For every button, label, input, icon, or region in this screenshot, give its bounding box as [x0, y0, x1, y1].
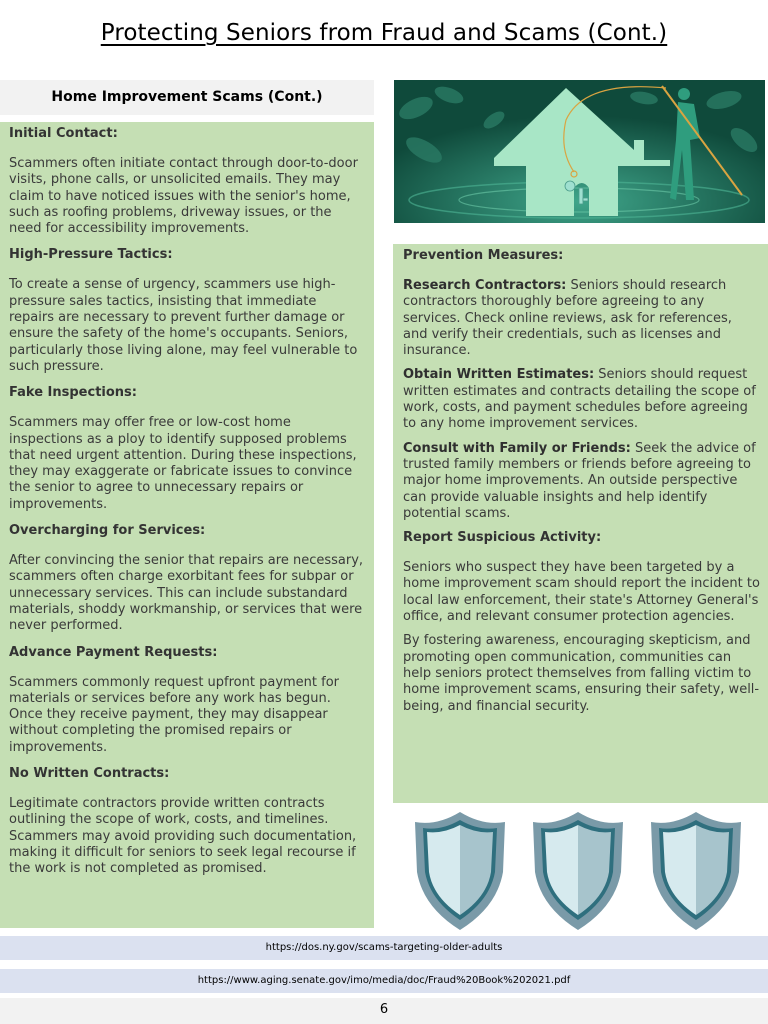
prevention-item-text: Seniors should request written estimates and contracts detailing the scope of work, costs, and payment schedules before agreeing to any home improvement services.: [403, 367, 756, 432]
section-text: Scammers may offer free or low-cost home inspections as a ploy to identify supposed problems that need urgent attention. During these inspections, they may exaggerate or fabricate issues to convince the senior to agree to unnecessary repairs or improvements.: [9, 415, 357, 512]
prevention-panel: [393, 244, 768, 803]
section-heading: Fake Inspections:: [9, 385, 137, 401]
section-text: To create a sense of urgency, scammers use high-pressure sales tactics, insisting that immediate repairs are necessary to prevent further damage or ensure the safety of the home's occupants. Seniors, particularly those living alone, may feel vulnerable to such pressure.: [9, 277, 358, 374]
report-text: Seniors who suspect they have been targeted by a home improvement scam should report the incident to local law enforcement, their state's Attorney General's office, and relevant consumer protection agencies.: [403, 560, 760, 625]
section-heading: Initial Contact:: [9, 126, 118, 141]
section-text: Scammers often initiate contact through door-to-door visits, phone calls, or unsolicited emails. They may claim to have noticed issues with the senior's home, such as roofing problems, driveway issues, or the need for accessibility improvements.: [9, 156, 358, 237]
section-heading: No Written Contracts:: [9, 766, 170, 782]
prevention-item: [403, 367, 760, 432]
prevention-item-text: Seniors should research contractors thoroughly before agreeing to any services. Check online reviews, ask for references, and verify their credentials, such as licenses and insurance.: [403, 278, 732, 359]
page-title: Protecting Seniors from Fraud and Scams (Cont.): [100, 20, 668, 46]
report-heading: Report Suspicious Activity:: [403, 530, 602, 546]
prevention-item: [403, 278, 760, 359]
section-heading: High-Pressure Tactics:: [9, 247, 173, 263]
closing-text: By fostering awareness, encouraging skepticism, and promoting open communication, communities can help seniors protect themselves from falling victim to home improvement scams, ensuring their safety, well-being, and financial security.: [403, 633, 760, 714]
section-header: Home Improvement Scams (Cont.): [0, 80, 374, 115]
shield-icon: [415, 812, 505, 930]
section-text: After convincing the senior that repairs are necessary, scammers often charge exorbitant fees for subpar or unnecessary services. This can include substandard materials, shoddy workmanship, or services that were never performed.: [9, 553, 364, 634]
prevention-item-text: Seek the advice of trusted family members or friends before agreeing to major home improvements. An outside perspective can provide valuable insights and help identify potential scams.: [403, 440, 756, 521]
prevention-item-lead: Research Contractors:: [403, 278, 567, 293]
prevention-heading: Prevention Measures:: [403, 248, 564, 263]
prevention-item: [403, 441, 760, 522]
prevention-item-lead: Obtain Written Estimates:: [403, 367, 595, 383]
section-text: Scammers commonly request upfront payment for materials or services before any work has begun. Once they receive payment, they may disappear without completing the promised repairs or improvements.: [9, 674, 340, 755]
section-heading: Advance Payment Requests:: [9, 644, 218, 660]
shield-icon: [651, 812, 741, 930]
prevention-item-lead: Consult with Family or Friends:: [403, 440, 631, 456]
section-text: Legitimate contractors provide written contracts outlining the scope of work, costs, and timelines. Scammers may avoid providing such documentation, making it difficult for seniors to seek legal recourse if the work is not completed as promised.: [9, 796, 357, 877]
house-fishing-illustration: [394, 80, 765, 223]
source-link[interactable]: https://dos.ny.gov/scams-targeting-older-adults: [0, 936, 768, 960]
shields-illustration: [393, 812, 768, 932]
page-number: 6: [0, 998, 768, 1024]
section-heading: Overcharging for Services:: [9, 523, 206, 539]
shield-icon: [533, 812, 623, 930]
source-link[interactable]: https://www.aging.senate.gov/imo/media/doc/Fraud%20Book%202021.pdf: [0, 969, 768, 993]
scam-tactics-panel: [0, 122, 374, 928]
